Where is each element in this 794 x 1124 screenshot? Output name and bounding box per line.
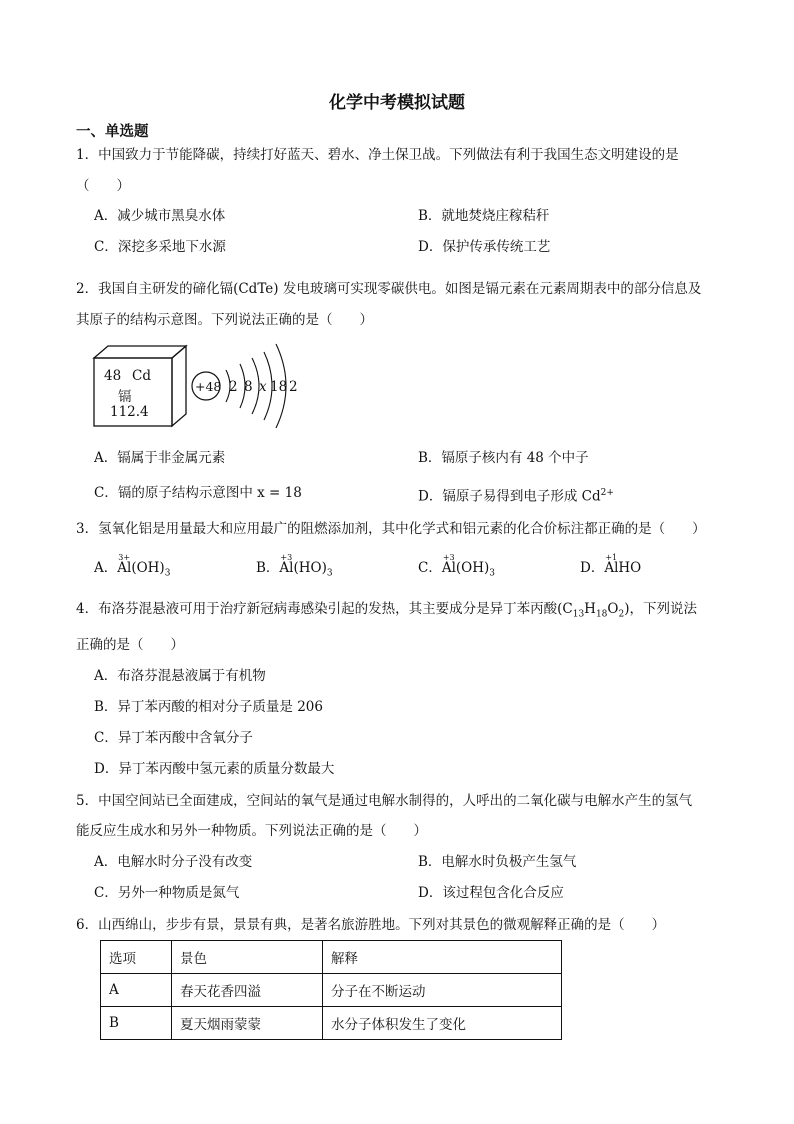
- q4-stem-line2: 正确的是（ ）: [76, 637, 184, 653]
- shell-3-electrons: x: [259, 379, 267, 395]
- table-cell: B: [101, 1007, 172, 1040]
- q3-option-a[interactable]: [94, 553, 171, 583]
- q2-option-d-charge: 2+: [600, 488, 614, 498]
- table-cell: 春天花香四溢: [172, 974, 323, 1007]
- element-mass: 112.4: [110, 404, 149, 420]
- q2-stem-line1: 2．我国自主研发的碲化镉(CdTe) 发电玻璃可实现零碳供电。如图是镉元素在元素周期表中的部分信息及: [76, 281, 702, 297]
- q6-stem: 6．山西绵山，步步有景，景景有典，是著名旅游胜地。下列对其景色的微观解释正确的是（ ）: [76, 917, 666, 933]
- q3-option-a-label: A．: [94, 560, 118, 576]
- shell-1-electrons: 2: [229, 379, 238, 395]
- q2-option-b[interactable]: B．镉原子核内有 48 个中子: [418, 450, 589, 466]
- shell-5-electrons: 2: [289, 379, 298, 395]
- q3-option-d-formula: AlHO: [604, 560, 642, 576]
- q3-option-b-formula: Al(HO): [279, 560, 327, 576]
- formula-h: H: [584, 601, 596, 617]
- q5-option-a[interactable]: A．电解水时分子没有改变: [94, 854, 253, 870]
- table-row: [101, 1007, 562, 1040]
- q6-table: [100, 940, 562, 1040]
- q1-stem-line1: 1．中国致力于节能降碳，持续打好蓝天、碧水、净土保卫战。下列做法有利于我国生态文明建设的是: [76, 147, 679, 163]
- q1-option-d[interactable]: D．保护传承传统工艺: [418, 239, 551, 255]
- q4-stem-line1: [76, 600, 697, 624]
- q3-option-b[interactable]: [256, 553, 333, 583]
- table-header-row: [101, 941, 562, 974]
- q3-option-a-formula: Al(OH): [117, 560, 165, 576]
- formula-c: C: [562, 601, 573, 617]
- table-row: [101, 974, 562, 1007]
- q3-option-c-formula: Al(OH): [441, 560, 490, 576]
- shell-2-electrons: 8: [244, 379, 253, 395]
- q2-option-a[interactable]: A．镉属于非金属元素: [94, 450, 226, 466]
- element-number: 48: [104, 368, 122, 384]
- q5-stem-line1: 5．中国空间站已全面建成，空间站的氧气是通过电解水制得的，人呼出的二氧化碳与电解水产生的氢气: [76, 793, 693, 809]
- q1-option-c[interactable]: C．深挖多采地下水源: [94, 239, 226, 255]
- table-cell: 分子在不断运动: [323, 974, 562, 1007]
- q4-option-b[interactable]: B．异丁苯丙酸的相对分子质量是 206: [94, 699, 323, 715]
- element-name: 镉: [118, 389, 132, 405]
- q2-option-d[interactable]: [418, 484, 614, 506]
- element-symbol: Cd: [132, 368, 151, 384]
- table-header-cell: 景色: [172, 941, 323, 974]
- q3-option-a-sub: 3: [164, 568, 171, 579]
- table-header-cell: 选项: [101, 941, 172, 974]
- table-cell: A: [101, 974, 172, 1007]
- q3-option-b-valence: +3: [280, 553, 293, 562]
- section-heading: 一、单选题: [76, 124, 149, 140]
- page-title: 化学中考模拟试题: [329, 93, 465, 113]
- formula-c-count: 13: [572, 609, 585, 620]
- q3-stem: 3．氢氧化铝是用量最大和应用最广的阻燃添加剂，其中化学式和铝元素的化合价标注都正确的是（ ）: [76, 521, 706, 537]
- q3-option-b-label: B．: [256, 560, 280, 576]
- q3-option-d-valence: +1: [605, 553, 618, 562]
- shell-4-electrons: 18: [270, 379, 288, 395]
- q1-stem-line2: （ ）: [76, 178, 130, 194]
- q3-option-c-sub: 3: [489, 568, 496, 579]
- q2-option-c[interactable]: C．镉的原子结构示意图中 x = 18: [94, 485, 302, 501]
- formula-o-count: 2: [618, 609, 625, 620]
- formula-h-count: 18: [595, 609, 608, 620]
- table-cell: 水分子体积发生了变化: [323, 1007, 562, 1040]
- q1-option-b[interactable]: B．就地焚烧庄稼秸秆: [418, 208, 550, 224]
- element-card-figure: [88, 344, 192, 434]
- q4-formula: $(C_{13}H_{18}O_2)$: [557, 601, 630, 620]
- q4-stem-text-a: 4．布洛芬混悬液可用于治疗新冠病毒感染引起的发热，其主要成分是异丁苯丙酸: [76, 601, 558, 617]
- q2-option-d-text: D．镉原子易得到电子形成 Cd: [418, 488, 601, 505]
- q2-stem-line2: 其原子的结构示意图。下列说法正确的是（ ）: [76, 312, 373, 328]
- q3-option-c[interactable]: [418, 553, 496, 583]
- q3-option-d[interactable]: [580, 553, 642, 577]
- q4-stem-text-b: ，下列说法: [629, 601, 697, 617]
- q5-option-b[interactable]: B．电解水时负极产生氢气: [418, 854, 577, 870]
- q4-option-c[interactable]: C．异丁苯丙酸中含氧分子: [94, 730, 253, 746]
- table-header-cell: 解释: [323, 941, 562, 974]
- q3-option-a-valence: 3+: [118, 553, 131, 562]
- atom-nucleus-charge: +48: [195, 379, 222, 394]
- q5-option-d[interactable]: D．该过程包含化合反应: [418, 885, 564, 901]
- table-cell: 夏天烟雨蒙蒙: [172, 1007, 323, 1040]
- formula-o: O: [607, 601, 619, 617]
- q4-option-d[interactable]: D．异丁苯丙酸中氢元素的质量分数最大: [94, 761, 335, 777]
- q3-option-c-valence: +3: [442, 553, 455, 562]
- q1-option-a[interactable]: A．减少城市黑臭水体: [94, 208, 226, 224]
- q3-option-d-label: D．: [580, 560, 605, 576]
- q4-option-a[interactable]: A．布洛芬混悬液属于有机物: [94, 668, 266, 684]
- q5-option-c[interactable]: C．另外一种物质是氮气: [94, 885, 240, 901]
- q5-stem-line2: 能反应生成水和另外一种物质。下列说法正确的是（ ）: [76, 823, 427, 839]
- q3-option-b-sub: 3: [326, 568, 333, 579]
- q3-option-c-label: C．: [418, 560, 442, 576]
